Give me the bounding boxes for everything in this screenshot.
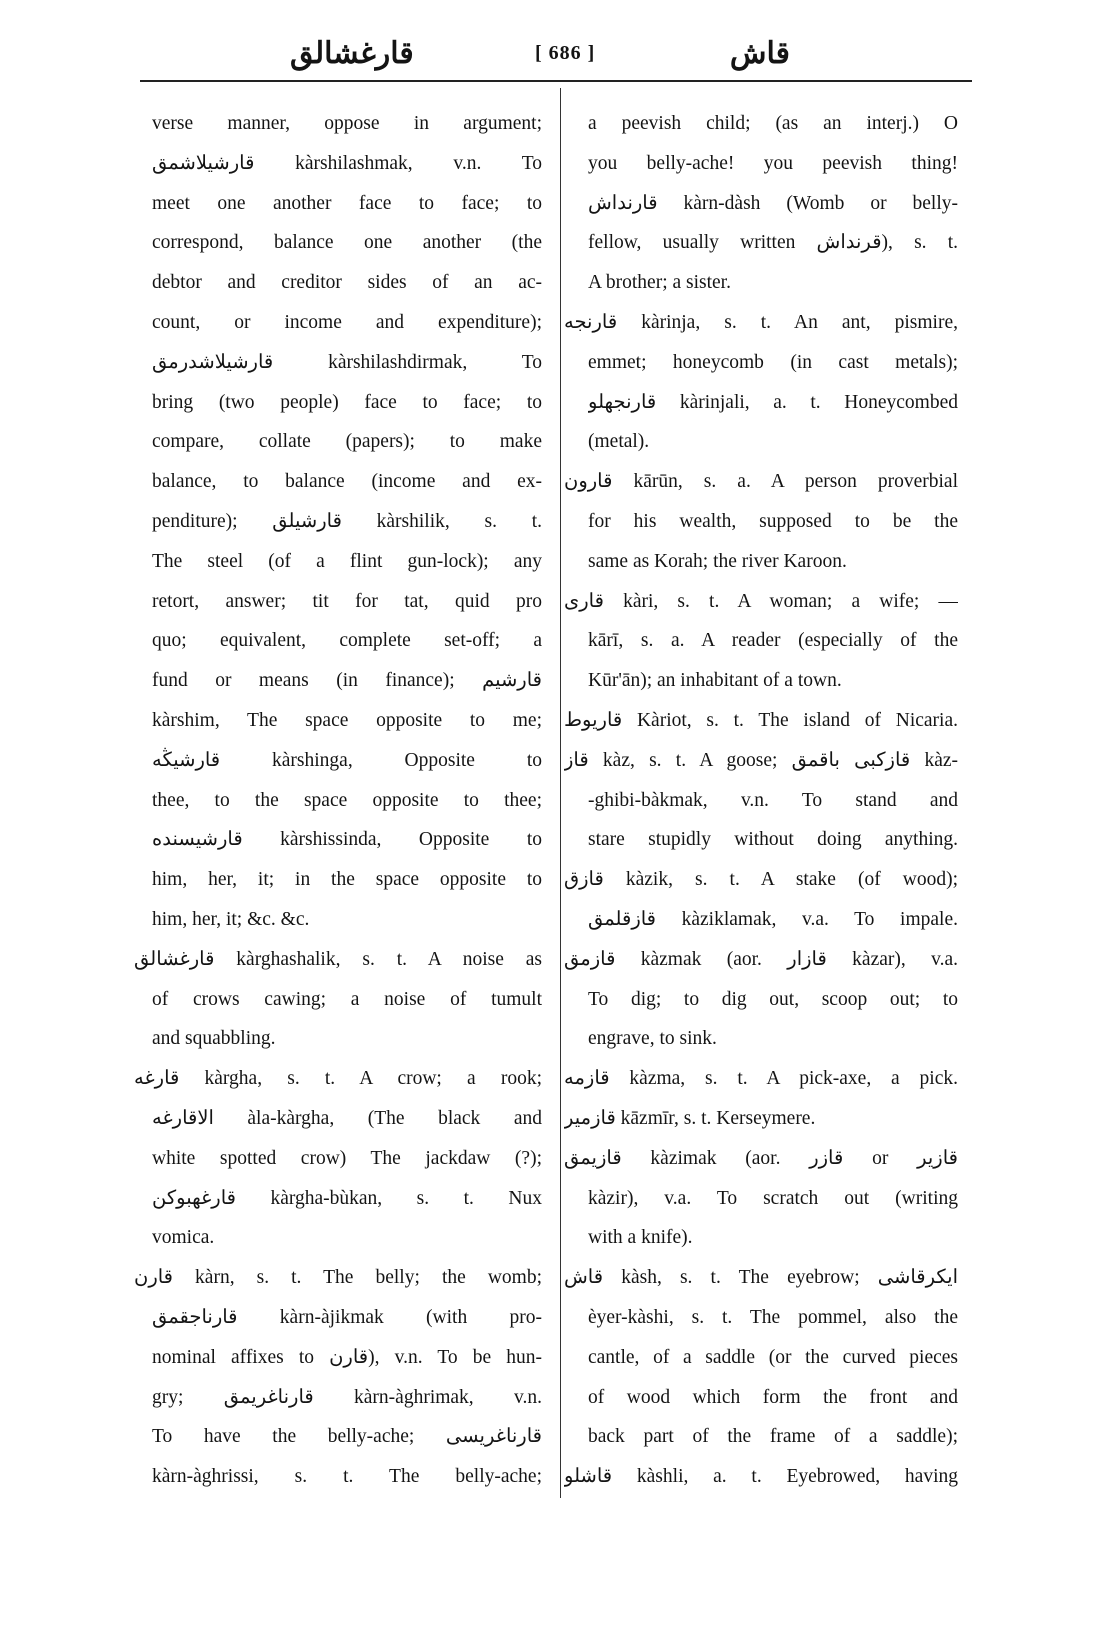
dictionary-line: quo; equivalent, complete set-off; a [152, 630, 542, 652]
dictionary-line: vomica. [152, 1227, 215, 1249]
dictionary-line: kàrn-àghrissi, s. t. The belly-ache; [152, 1466, 542, 1488]
dictionary-line: meet one another face to face; to [152, 192, 542, 214]
dictionary-line: قارنجه kàrinja, s. t. An ant, pismire, [564, 311, 958, 333]
dictionary-line: a peevish child; (as an interj.) O [588, 113, 958, 134]
dictionary-line: قاريوط Kàriot, s. t. The island of Nicaria. [564, 709, 958, 731]
column-divider [560, 88, 561, 1498]
right-column [564, 104, 958, 1497]
dictionary-line: him, her, it; &c. &c. [152, 908, 310, 930]
dictionary-line: you belly-ache! you peevish thing! [588, 152, 958, 174]
dictionary-line: white spotted crow) The jackdaw (?); [152, 1147, 542, 1169]
dictionary-line: debtor and creditor sides of an ac- [152, 272, 542, 294]
header-rule [140, 80, 972, 82]
dictionary-line: kàrshim, The space opposite to me; [152, 709, 542, 731]
dictionary-line: gry; قارناغريمق kàrn-àghrimak, v.n. [152, 1386, 542, 1408]
dictionary-line: قارنجهلو kàrinjali, a. t. Honeycombed [588, 391, 958, 413]
dictionary-line: To dig; to dig out, scoop out; to [588, 988, 958, 1010]
dictionary-line: To have the belly-ache; قارناغريسى [152, 1426, 542, 1448]
dictionary-line: of wood which form the front and [588, 1386, 958, 1408]
dictionary-line: قاشلو kàshli, a. t. Eyebrowed, having [564, 1466, 958, 1488]
dictionary-line: The steel (of a flint gun-lock); any [152, 550, 542, 572]
dictionary-line: A brother; a sister. [588, 272, 731, 294]
page-number: [ 686 ] [535, 42, 596, 64]
dictionary-line: penditure); قارشيلق kàrshilik, s. t. [152, 510, 542, 532]
dictionary-line: back part of the frame of a saddle); [588, 1426, 958, 1448]
dictionary-line: -ghibi-bàkmak, v.n. To stand and [588, 789, 958, 811]
dictionary-line: قارنداش kàrn-dàsh (Womb or belly- [588, 192, 958, 214]
dictionary-line: stare stupidly without doing anything. [588, 829, 958, 851]
dictionary-line: fund or means (in finance); قارشيم [152, 670, 542, 692]
dictionary-line: قازقلمق kàziklamak, v.a. To impale. [588, 908, 958, 930]
dictionary-line: قارغهبوكن kàrgha-bùkan, s. t. Nux [152, 1187, 542, 1209]
dictionary-line: correspond, balance one another (the [152, 232, 542, 254]
dictionary-line: nominal affixes to قارن), v.n. To be hun- [152, 1346, 542, 1368]
dictionary-line: قارشيلاشمق kàrshilashmak, v.n. To [152, 152, 542, 174]
dictionary-line: kārī, s. a. A reader (especially of the [588, 630, 958, 652]
dictionary-line: compare, collate (papers); to make [152, 431, 542, 453]
dictionary-line: count, or income and expenditure); [152, 311, 542, 333]
dictionary-line: engrave, to sink. [588, 1028, 717, 1050]
dictionary-line: قارون kārūn, s. a. A person proverbial [564, 471, 958, 493]
dictionary-line: èyer-kàshi, s. t. The pommel, also the [588, 1306, 958, 1328]
dictionary-line: قارناجقمق kàrn-àjikmak (with pro- [152, 1306, 542, 1328]
dictionary-line: قارغشالق kàrghashalik, s. t. A noise as [134, 948, 542, 970]
dictionary-line: قارشيلاشدرمق kàrshilashdirmak, To [152, 351, 542, 373]
dictionary-line: balance, to balance (income and ex- [152, 471, 542, 493]
dictionary-line: قارن kàrn, s. t. The belly; the womb; [134, 1267, 542, 1289]
dictionary-line: him, her, it; in the space opposite to [152, 869, 542, 891]
dictionary-line: of crows cawing; a noise of tumult [152, 988, 542, 1010]
dictionary-line: الاقارغه àla-kàrgha, (The black and [152, 1107, 542, 1129]
dictionary-line: cantle, of a saddle (or the curved pieces [588, 1346, 958, 1368]
dictionary-line: emmet; honeycomb (in cast metals); [588, 351, 958, 373]
header-left-word: قارغشالق [290, 37, 414, 70]
dictionary-line: قازمق kàzmak (aor. قازار kàzar), v.a. [564, 948, 958, 970]
header-right-word: قاش [729, 37, 790, 70]
dictionary-line: same as Korah; the river Karoon. [588, 550, 847, 572]
dictionary-line: retort, answer; tit for tat, quid pro [152, 590, 542, 612]
dictionary-line: قاش kàsh, s. t. The eyebrow; ايكرقاشى [564, 1267, 958, 1289]
dictionary-line: قازق kàzik, s. t. A stake (of wood); [564, 869, 958, 891]
left-column [134, 104, 542, 1497]
dictionary-line: for his wealth, supposed to be the [588, 510, 958, 532]
dictionary-line: kàzir), v.a. To scratch out (writing [588, 1187, 958, 1209]
dictionary-line: with a knife). [588, 1227, 693, 1249]
dictionary-line: قارشيسنده kàrshissinda, Opposite to [152, 829, 542, 851]
dictionary-line: thee, to the space opposite to thee; [152, 789, 542, 811]
dictionary-line: (metal). [588, 431, 650, 453]
dictionary-line: قارغه kàrgha, s. t. A crow; a rook; [134, 1068, 542, 1090]
dictionary-line: Kūr'ān); an inhabitant of a town. [588, 670, 842, 692]
dictionary-line: bring (two people) face to face; to [152, 391, 542, 413]
dictionary-line: قارشيڭه kàrshinga, Opposite to [152, 749, 542, 771]
dictionary-line: قازمير kāzmīr, s. t. Kerseymere. [564, 1107, 816, 1129]
dictionary-line: قاز kàz, s. t. A goose; قازكبى باقمق kàz- [564, 749, 958, 771]
dictionary-line: قازيمق kàzimak (aor. قازر or قازير [564, 1147, 958, 1169]
dictionary-line: قازمه kàzma, s. t. A pick-axe, a pick. [564, 1068, 958, 1090]
dictionary-line: قارى kàri, s. t. A woman; a wife; — [564, 590, 958, 612]
dictionary-line: and squabbling. [152, 1028, 276, 1050]
page-header [150, 36, 970, 82]
dictionary-line: fellow, usually written قرنداش), s. t. [588, 232, 958, 254]
dictionary-line: verse manner, oppose in argument; [152, 113, 542, 134]
